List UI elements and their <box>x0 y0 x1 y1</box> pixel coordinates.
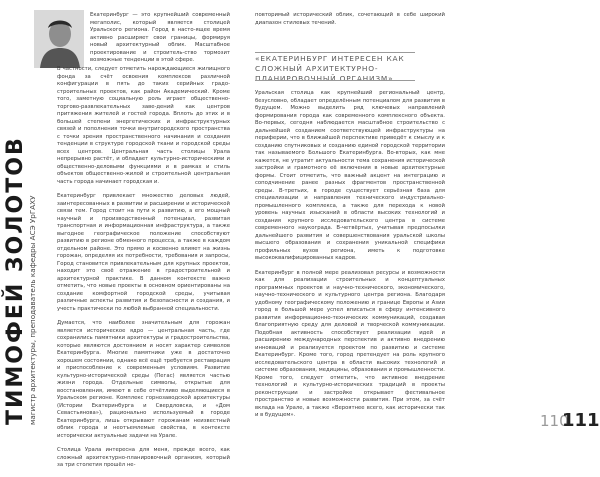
page-number-left: 110 <box>540 412 569 430</box>
author-photo <box>34 10 84 68</box>
left-paragraph: В частности, следует отметить нарождающиеся жилищного фонда за счёт освоения комплексов различной конфигурации в пять до таких серийных градо-строительных проектов, как район Академический. Кроме того, заметную социальную роль играет общественно-торгово-развлекательных заве-дений как центров притяжения жителей и гостей города. Вплоть до этих и в большей степени энергетических и инфраструктурных связей и пополнения точки внутригородского пространства с точки зрения пространственного начинания и создания тенденции в структуре городской ткани и городской среды всех центров. Центральная часть столицы Урала непрерывно растёт, и обладает культурно-историческими и общественно-деловыми функциями и в рамках и стиль объектов общественно-жилой и строительной центральная часть города начинает городская и. <box>57 66 230 185</box>
callout-rule-bottom <box>255 80 415 81</box>
left-column <box>57 66 230 477</box>
pull-quote: «ЕКАТЕРИНБУРГ ИНТЕРЕСЕН КАК СЛОЖНЫЙ АРХИТЕКТУРНО-ПЛАНИРОВОЧНЫЙ ОРГАНИЗМ» <box>255 54 405 83</box>
left-paragraph: Думается, что наиболее значительным для горожан является историческое ядро — центральная часть, где сохранились памятники архитектуры и градостроительства, которые являются достоянием и носят характер символов Екатеринбурга. Многие памятники уже в достаточно хорошем состоянии, однако всё ещё требуется реставрация и приспособление к современным условиям. Развитие культурно-исторической среды (Пегас) является частью жизни города. Отдельные символы, открытые для восстановления, имеют в себе отчётливо выделяющиеся в Уральском регионе. Комплекс горнозаводской архитектуры (Истории Екатеринбурга и Свердловска, и «Дом Севастьянова»), рационально используемый в городе Екатеринбурга, лишь открывают горожанам неизвестный облик города и неотъемлемые свойства, в контексте исторически актуальные задачи на Урале. <box>57 320 230 439</box>
left-paragraph: Екатеринбург привлекает множество деловых людей, заинтересованных в развитии и расширении и исторической связи тем. Город стоит на пути к развитию, а его мощный научный и производственный потенциал, развитая транспортная и информационная инфраструктура, а также выгодное географическое положение способствуют развитию в регионе обменного процесса, а также в каждом отдельном районе. Это прямо и косвенно влияет на жизнь горожан, определяя их потребности, требования и запросы, Город становится привлекательным для крупных проектов, находит это своё отражение в градостроительной и архитектурной практике. В данном контексте важно отметить, что новые проекты в основном ориентированы на создание комфортной городской среды, учитывая различные аспекты развития и безопасности и создания, и учесть практически по любой выбранной специальности. <box>57 193 230 312</box>
left-paragraph: Столица Урала интересна для меня, прежде всего, как сложный архитектурно-планировочный организм, который за три столетия прошёл не- <box>57 447 230 468</box>
author-name: ТИМОФЕЙ ЗОЛОТОВ <box>3 136 28 425</box>
callout-rule-top <box>255 52 415 53</box>
right-paragraph: Екатеринбург в полной мере реализовал ресурсы и возможности как для реализации строительных и концептуальных программных проектов и научно-технического, экономического, научно-технического и культурного центра региона. Благодаря удобному географическому положению и границе Европы и Азии город в большой мере успел вписаться в сферу интенсивного развития информационно-технических коммуникаций, создавая благоприятную среду для деловой и творческой коммуникации. Подобная активность способствует реализации идей и расширению международных перспектив и активно внедрению инноваций и реализуется проектом по развитию и системе Екатеринбург. Кроме того, город претендует на роль крупного исследовательского центра в области высоких технологий и системе образования, медицины, образования и промышленности. Кроме того, следует отметить, что активное внедрение технологий и культурно-исторических традиций в проекты реконструкции и застройке открывает фестивальное пространство и новые возможности развития. При этом, за счёт вклада на Урале, а также «Вероятнее всего, как исторически так и в будущем». <box>255 269 445 418</box>
right-column <box>255 90 445 427</box>
author-role: магистр архитектуры, преподаватель кафедры АСЭ УрГАХУ <box>28 195 37 425</box>
intro-text: Екатеринбург — это крупнейший современный мегаполис, который является столицей Уральского региона. Город в насто-ящее время активно расширяет свои границы, формируя новый архитектурный облик. Масштабное проектирование и строитель-ство тормозит возможные тенденции в этой сфере. <box>90 12 230 63</box>
right-paragraph: Уральская столица как крупнейший региональный центр, безусловно, обладает определённым потенциалом для развития в будущем. Можно выделить ряд ключевых направлений формирования города как современного комплексного объекта. Во-первых, сегодня наблюдается масштабное строительство с дальнейшей созданием соответствующей инфраструктуры на периферии, что в ближайшей перспективе приведёт к смыслу и к созданию спутниковых и созданию единой городской территории так называемого Большого Екатеринбурга. Во-вторых, как мне кажется, не утратит актуальности тема сохранения исторической застройки и грамотного её включения в новые архитектурные формы. Стоит отметить, что важный акцент на интеграцию и соподчинение ранее разных фрагментов пространственной среды. В-третьих, в городе существует серьёзная база для специализации и направления технического индустриально-промышленного комплекса, а также для перехода к новой уровень научных изысканий в области высоких технологий и создания крупного исследовательского центра в системе современного наукограда. В-четвёртых, учитывая предпосылки дальнейшего развития и совершенствования уральской школы высшего образования и сохранения уникальной специфики профильных вузов региона, иметь к подготовке высококвалифицированных кадров. <box>255 90 445 261</box>
right-column-intro <box>255 12 445 34</box>
right-intro-text: повторимый исторический облик, сочетающий в себе широкий диапазон стилевых течений. <box>255 12 445 26</box>
page-number-right: 111 <box>562 410 600 431</box>
intro-paragraph <box>90 12 230 72</box>
